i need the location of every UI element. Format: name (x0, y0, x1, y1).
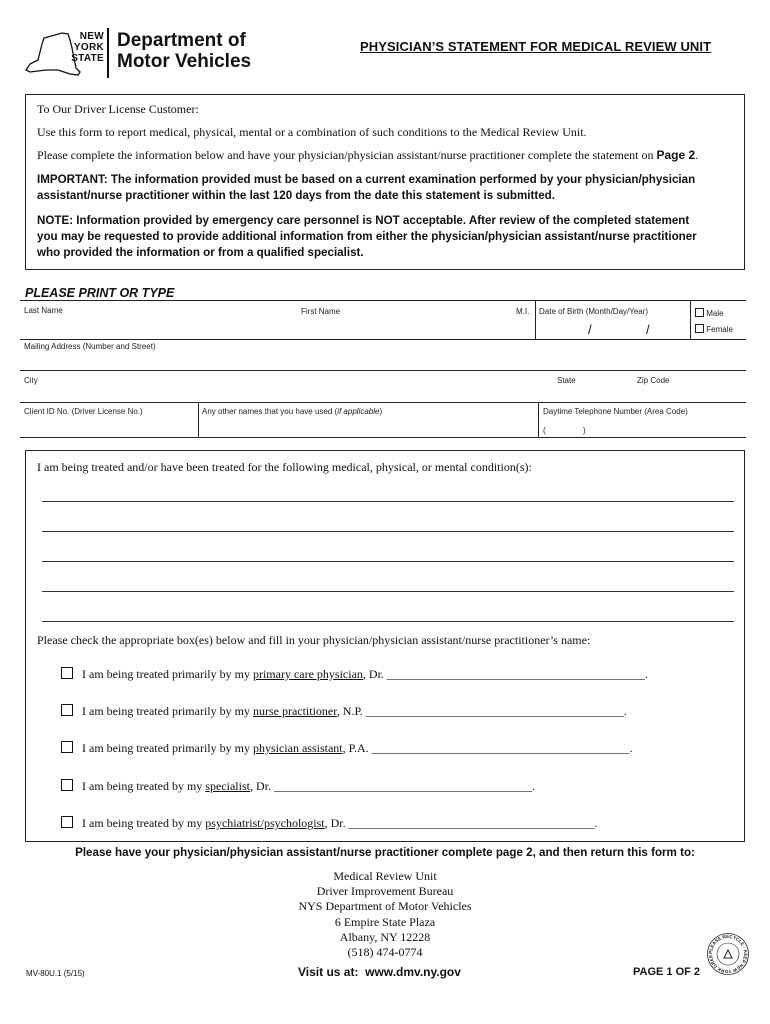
website-line (298, 965, 461, 979)
instructions-box (25, 94, 745, 270)
option-primary-care[interactable] (61, 667, 648, 681)
department-name (117, 30, 251, 72)
condition-line-1[interactable] (42, 501, 734, 502)
option-role: psychiatrist/psychologist (205, 816, 325, 830)
option-psychiatrist[interactable] (61, 816, 598, 830)
applicant-fields-grid (20, 300, 746, 437)
dept-line-2: Motor Vehicles (117, 51, 252, 72)
mi-label: M.I. (516, 307, 530, 316)
condition-line-5[interactable] (42, 621, 734, 622)
logo-york: YORK (73, 42, 104, 53)
dob-label: Date of Birth (Month/Day/Year) (539, 307, 649, 316)
sex-female-option[interactable] (695, 324, 733, 334)
conditions-intro: I am being treated and/or have been treated for the following medical, physical, or mental condition(s): (37, 460, 532, 474)
condition-line-2[interactable] (42, 531, 734, 532)
male-label: Male (706, 309, 724, 318)
option-post: , Dr. ___________________________________________. (249, 779, 535, 793)
note-line-3: who provided the information or from a qualified specialist. (37, 246, 364, 259)
conditions-box (25, 450, 745, 842)
check-intro: Please check the appropriate box(es) below and fill in your physician/physician assistant/nurse practitioner’s name: (37, 633, 591, 647)
specialist-checkbox[interactable] (61, 779, 73, 791)
address-line: NYS Department of Motor Vehicles (298, 899, 472, 914)
intro-line-2-text: Please complete the information below and have your physician/physician assistant/nurse practitioner complete the statement on (37, 148, 654, 162)
first-name-label: First Name (301, 307, 341, 316)
dmv-logo (24, 26, 264, 84)
area-code-open: ( (543, 426, 546, 435)
option-post: , N.P. ___________________________________________. (336, 704, 627, 718)
intro-line-1: Use this form to report medical, physical, mental or a combination of such conditions to the Medical Review Unit. (37, 125, 587, 139)
dob-separator-2: / (646, 322, 650, 337)
option-pre: I am being treated primarily by my (82, 704, 253, 718)
dept-line-1: Department of (117, 30, 246, 51)
other-names-label (202, 407, 382, 416)
intro-line-2-end: . (695, 148, 699, 162)
mailing-address-label: Mailing Address (Number and Street) (24, 342, 156, 351)
option-pre: I am being treated primarily by my (82, 741, 253, 755)
address-line: Driver Improvement Bureau (316, 884, 454, 899)
dob-separator-1: / (588, 322, 592, 337)
option-specialist[interactable] (61, 779, 535, 793)
note-line-1: NOTE: Information provided by emergency care personnel is NOT acceptable. After review of the completed statement (37, 214, 690, 227)
female-checkbox[interactable] (695, 324, 704, 333)
nurse-practitioner-checkbox[interactable] (61, 704, 73, 716)
address-phone: (518) 474-0774 (347, 945, 423, 960)
other-names-text: Any other names that you have used ( (202, 407, 338, 416)
logo-divider (107, 28, 109, 78)
condition-line-4[interactable] (42, 591, 734, 592)
website-link[interactable]: www.dmv.ny.gov (365, 965, 461, 979)
logo-state: STATE (71, 53, 104, 64)
page-title: PHYSICIAN’S STATEMENT FOR MEDICAL REVIEW UNIT (360, 39, 712, 54)
address-line: 6 Empire State Plaza (334, 914, 436, 929)
note-line-2: you may be requested to provide additional information from either the physician/physician assistant/nurse practitioner (37, 230, 697, 243)
svg-text:PLEASE RECYCLE · KEEP NEW YORK: PLEASE RECYCLE · KEEP NEW YORK GREE (707, 933, 749, 975)
city-label: City (24, 376, 38, 385)
form-number: MV-80U.1 (5/15) (26, 969, 85, 978)
other-names-italic: if applicable (337, 407, 380, 416)
page-2-ref: Page 2 (656, 148, 696, 162)
state-label: State (557, 376, 576, 385)
intro-line-2 (37, 148, 698, 163)
zip-label: Zip Code (637, 376, 670, 385)
last-name-label: Last Name (24, 306, 63, 315)
male-checkbox[interactable] (695, 308, 704, 317)
condition-line-3[interactable] (42, 561, 734, 562)
client-id-label: Client ID No. (Driver License No.) (24, 407, 143, 416)
area-code-close: ) (583, 426, 586, 435)
other-names-end: ) (379, 407, 383, 416)
section-title: PLEASE PRINT OR TYPE (25, 286, 175, 300)
option-role: physician assistant (252, 741, 343, 755)
option-nurse-practitioner[interactable] (61, 704, 627, 718)
primary-care-checkbox[interactable] (61, 667, 73, 679)
visit-label: Visit us at: (298, 965, 359, 979)
option-physician-assistant[interactable] (61, 741, 633, 755)
greeting: To Our Driver License Customer: (37, 102, 199, 116)
option-post: , P.A. ___________________________________________. (342, 741, 633, 755)
page-number: PAGE 1 OF 2 (633, 966, 701, 978)
logo-new: NEW (79, 31, 104, 42)
sex-male-option[interactable] (695, 308, 724, 318)
option-role: specialist (205, 779, 250, 793)
option-role: nurse practitioner (252, 704, 337, 718)
address-line: Medical Review Unit (333, 869, 437, 883)
mailing-address-block (235, 869, 535, 960)
option-post: , Dr. ___________________________________________. (362, 667, 648, 681)
recycle-seal-icon (706, 932, 750, 976)
phone-label: Daytime Telephone Number (Area Code) (543, 407, 688, 416)
psychiatrist-checkbox[interactable] (61, 816, 73, 828)
important-line-2: assistant/nurse practitioner within the last 120 days from the date this statement is submitted. (37, 189, 555, 202)
important-line-1: IMPORTANT: The information provided must be based on a current examination performed by your physician/physician (37, 173, 696, 186)
option-role: primary care physician (252, 667, 363, 681)
female-label: Female (706, 325, 733, 334)
return-instructions: Please have your physician/physician assistant/nurse practitioner complete page 2, and then return this form to: (75, 846, 695, 859)
physician-assistant-checkbox[interactable] (61, 741, 73, 753)
option-pre: I am being treated by my (82, 816, 206, 830)
address-line: Albany, NY 12228 (339, 929, 431, 944)
option-post: , Dr. _________________________________________. (324, 816, 598, 830)
option-pre: I am being treated by my (82, 779, 206, 793)
option-pre: I am being treated primarily by my (82, 667, 253, 681)
